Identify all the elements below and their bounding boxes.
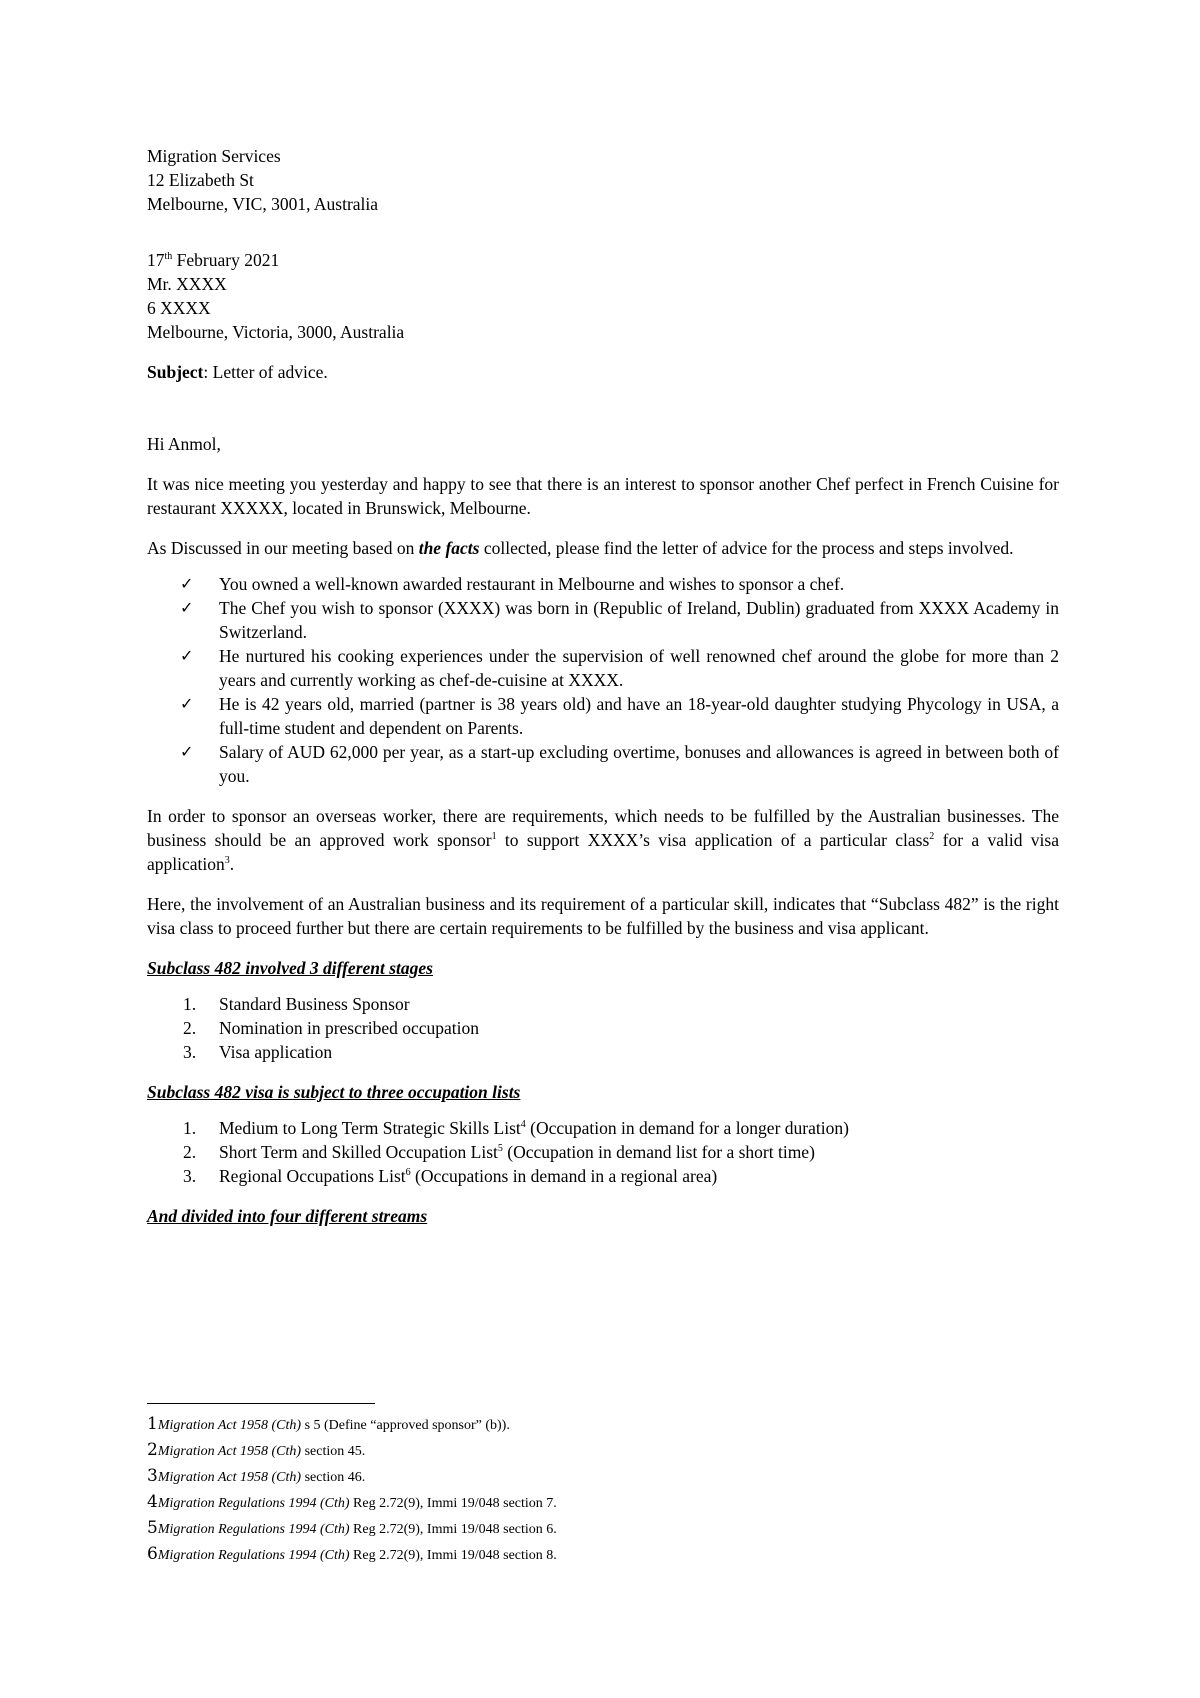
occupation-lists	[147, 1116, 1059, 1188]
sender-name: Migration Services	[147, 146, 281, 166]
letter-body	[147, 144, 1059, 1228]
involvement-paragraph: Here, the involvement of an Australian business and its requirement of a particular skill, indicates that “Subclass 482” is the right visa class to proceed further but there are certain requirements to be fulfilled by the business and visa applicant.	[147, 894, 1059, 938]
subject-label: Subject	[147, 362, 204, 382]
footnote: 2Migration Act 1958 (Cth) section 45.	[147, 1440, 366, 1460]
subject-text: : Letter of advice.	[203, 362, 328, 382]
recipient-city: Melbourne, Victoria, 3000, Australia	[147, 322, 405, 342]
occupation-lists-heading: Subclass 482 visa is subject to three occupation lists	[147, 1082, 521, 1102]
date-day: 17	[147, 250, 165, 270]
footnote: 1Migration Act 1958 (Cth) s 5 (Define “approved sponsor” (b)).	[147, 1414, 510, 1434]
discussed-after: collected, please find the letter of advice for the process and steps involved.	[479, 538, 1014, 558]
check-icon: ✓	[180, 574, 194, 593]
list-item: ✓ The Chef you wish to sponsor (XXXX) was born in (Republic of Ireland, Dublin) graduated from XXXX Academy in Switzerland.	[180, 598, 1059, 642]
stages-heading: Subclass 482 involved 3 different stages	[147, 958, 433, 978]
footnote: 6Migration Regulations 1994 (Cth) Reg 2.72(9), Immi 19/048 section 8.	[147, 1544, 557, 1564]
stages-list	[147, 992, 1059, 1064]
sender-address	[147, 144, 1059, 216]
greeting: Hi Anmol,	[147, 434, 221, 454]
date-rest: February 2021	[172, 250, 280, 270]
list-item: 1. Standard Business Sponsor	[183, 994, 410, 1014]
check-icon: ✓	[180, 598, 194, 617]
recipient-street: 6 XXXX	[147, 298, 211, 318]
list-item: 2. Short Term and Skilled Occupation List$^5$ (Occupation in demand list for a short time)	[183, 1142, 815, 1162]
date-and-recipient	[147, 248, 1059, 344]
discussed-paragraph	[147, 536, 1059, 560]
list-item: ✓ Salary of AUD 62,000 per year, as a start-up excluding overtime, bonuses and allowances is agreed in between both of you.	[180, 742, 1059, 786]
check-icon: ✓	[180, 742, 194, 761]
list-item: 2. Nomination in prescribed occupation	[183, 1018, 479, 1038]
footnote-ref[interactable]: 6	[405, 1167, 411, 1178]
letter-date	[147, 248, 1059, 272]
footnote: 3Migration Act 1958 (Cth) section 46.	[147, 1466, 366, 1486]
discussed-before: As Discussed in our meeting based on	[147, 538, 419, 558]
footnotes	[147, 1412, 1047, 1568]
footnote-divider	[147, 1403, 375, 1404]
subject-line	[147, 360, 1059, 384]
list-item: ✓ You owned a well-known awarded restaurant in Melbourne and wishes to sponsor a chef.	[180, 574, 845, 594]
streams-heading: And divided into four different streams	[147, 1206, 428, 1226]
list-item: 3. Regional Occupations List$^6$ (Occupations in demand in a regional area)	[183, 1166, 718, 1186]
footnote-ref[interactable]: 5	[497, 1143, 503, 1154]
date-suffix: th	[164, 251, 173, 262]
intro-paragraph: It was nice meeting you yesterday and happy to see that there is an interest to sponsor another Chef perfect in French Cuisine for restaurant XXXXX, located in Brunswick, Melbourne.	[147, 474, 1059, 518]
footnote-ref[interactable]: 4	[520, 1119, 526, 1130]
sender-city: Melbourne, VIC, 3001, Australia	[147, 194, 379, 214]
footnote-ref[interactable]: 3	[224, 855, 230, 866]
check-icon: ✓	[180, 646, 194, 665]
list-item: 3. Visa application	[183, 1042, 333, 1062]
footnote: 4Migration Regulations 1994 (Cth) Reg 2.72(9), Immi 19/048 section 7.	[147, 1492, 557, 1512]
recipient-name: Mr. XXXX	[147, 274, 227, 294]
sender-street: 12 Elizabeth St	[147, 170, 254, 190]
facts-emphasis: the facts	[418, 538, 480, 558]
list-item: ✓ He is 42 years old, married (partner is 38 years old) and have an 18-year-old daughter studying Phycology in USA, a full-time student and dependent on Parents.	[180, 694, 1059, 738]
list-item: ✓ He nurtured his cooking experiences under the supervision of well renowned chef around the globe for more than 2 years and currently working as chef-de-cuisine at XXXX.	[180, 646, 1059, 690]
requirements-paragraph: In order to sponsor an overseas worker, there are requirements, which needs to be fulfilled by the Australian businesses. The business should be an approved work sponsor$^1$ to support XXXX’s visa application of a particular class$^2$ for a valid visa application$^3$.	[147, 806, 1059, 874]
footnote-ref[interactable]: 1	[491, 831, 497, 842]
facts-list	[147, 572, 1059, 788]
check-icon: ✓	[180, 694, 194, 713]
footnote-ref[interactable]: 2	[929, 831, 935, 842]
list-item: 1. Medium to Long Term Strategic Skills List$^4$ (Occupation in demand for a longer duration)	[183, 1118, 849, 1138]
footnote: 5Migration Regulations 1994 (Cth) Reg 2.72(9), Immi 19/048 section 6.	[147, 1518, 557, 1538]
